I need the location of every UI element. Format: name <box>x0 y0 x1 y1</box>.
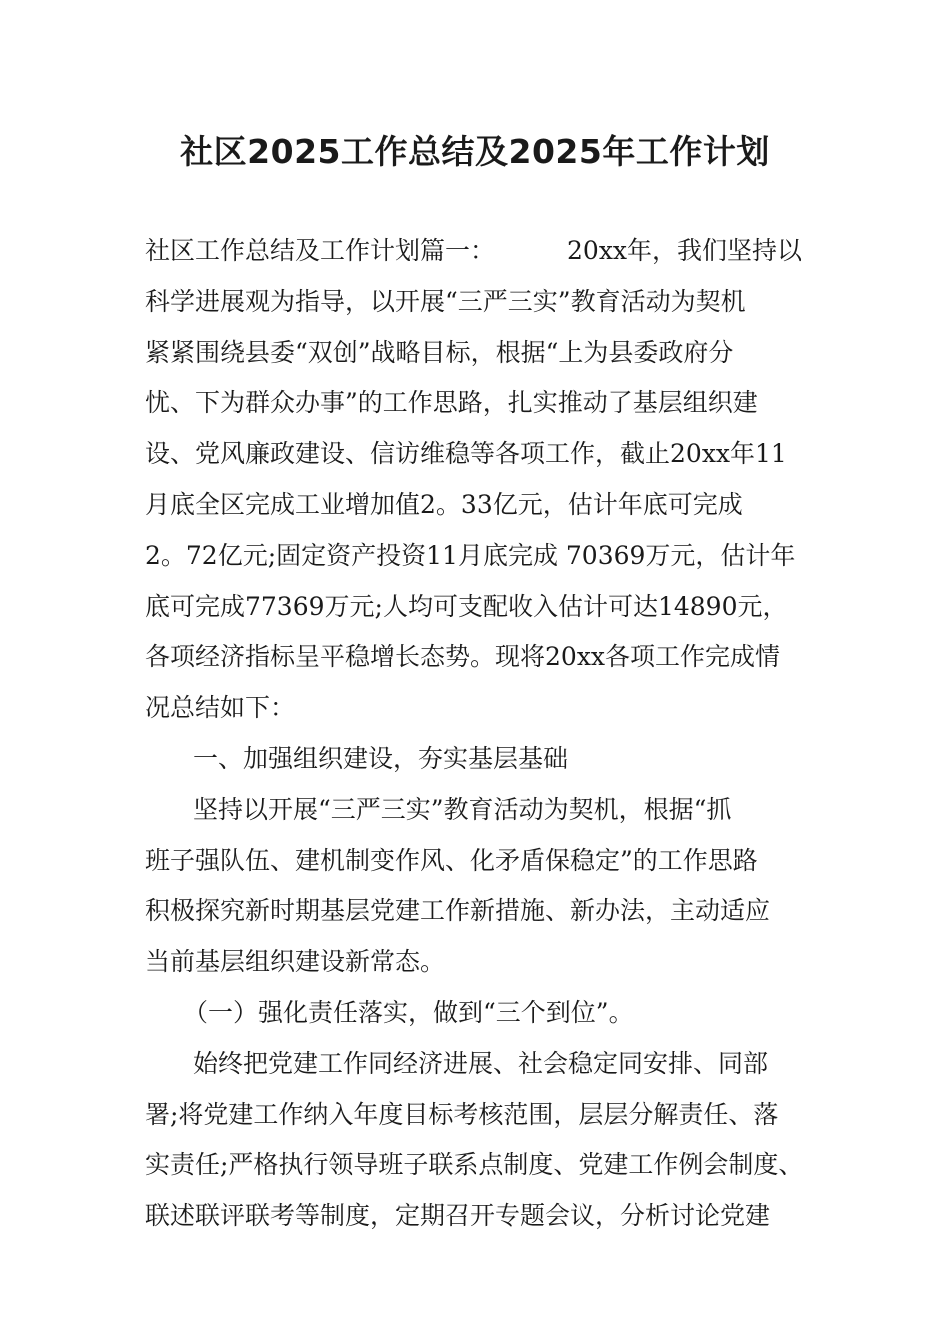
body-line-1 <box>145 226 815 277</box>
body-line-3: 紧紧围绕县委“双创”战略目标，根据“上为县委政府分 <box>145 337 734 367</box>
body-line-5: 设、党风廉政建设、信访维稳等各项工作，截止20xx年11 <box>145 439 787 469</box>
body-line-14: 积极探究新时期基层党建工作新措施、新办法，主动适应 <box>145 896 771 926</box>
document-title: 社区2025工作总结及2025年工作计划 <box>180 132 770 171</box>
body-line-10: 况总结如下： <box>145 693 296 723</box>
body-line-12: 坚持以开展“三严三实”教育活动为契机，根据“抓 <box>193 794 732 824</box>
body-line-4: 忧、下为群众办事”的工作思路，扎实推动了基层组织建 <box>145 388 758 418</box>
body-line-8: 底可完成77369万元;人均可支配收入估计可达14890元， <box>145 591 788 621</box>
body-line-20: 联述联评联考等制度，定期召开专题会议，分析讨论党建 <box>145 1201 771 1231</box>
body-line-7: 2。72亿元;固定资产投资11月底完成 70369万元，估计年 <box>145 540 796 570</box>
document-body <box>145 226 815 1242</box>
intro-start: 20xx年，我们坚持以 <box>567 236 803 265</box>
body-line-9: 各项经济指标呈平稳增长态势。现将20xx各项工作完成情 <box>145 642 781 672</box>
body-line-17: 始终把党建工作同经济进展、社会稳定同安排、同部 <box>193 1048 769 1078</box>
section-heading-1: 一、加强组织建设，夯实基层基础 <box>193 743 569 773</box>
body-line-19: 实责任;严格执行领导班子联系点制度、党建工作例会制度、 <box>145 1150 804 1180</box>
body-line-18: 署;将党建工作纳入年度目标考核范围，层层分解责任、落 <box>145 1099 779 1129</box>
body-line-13: 班子强队伍、建机制变作风、化矛盾保稳定”的工作思路 <box>145 845 758 875</box>
subsection-heading-1: （一）强化责任落实，做到“三个到位”。 <box>183 997 634 1027</box>
body-line-2: 科学进展观为指导，以开展“三严三实”教育活动为契机 <box>145 286 746 316</box>
body-line-15: 当前基层组织建设新常态。 <box>145 947 446 977</box>
intro-heading: 社区工作总结及工作计划篇一： <box>145 236 496 265</box>
body-line-6: 月底全区完成工业增加值2。33亿元，估计年底可完成 <box>145 489 743 519</box>
